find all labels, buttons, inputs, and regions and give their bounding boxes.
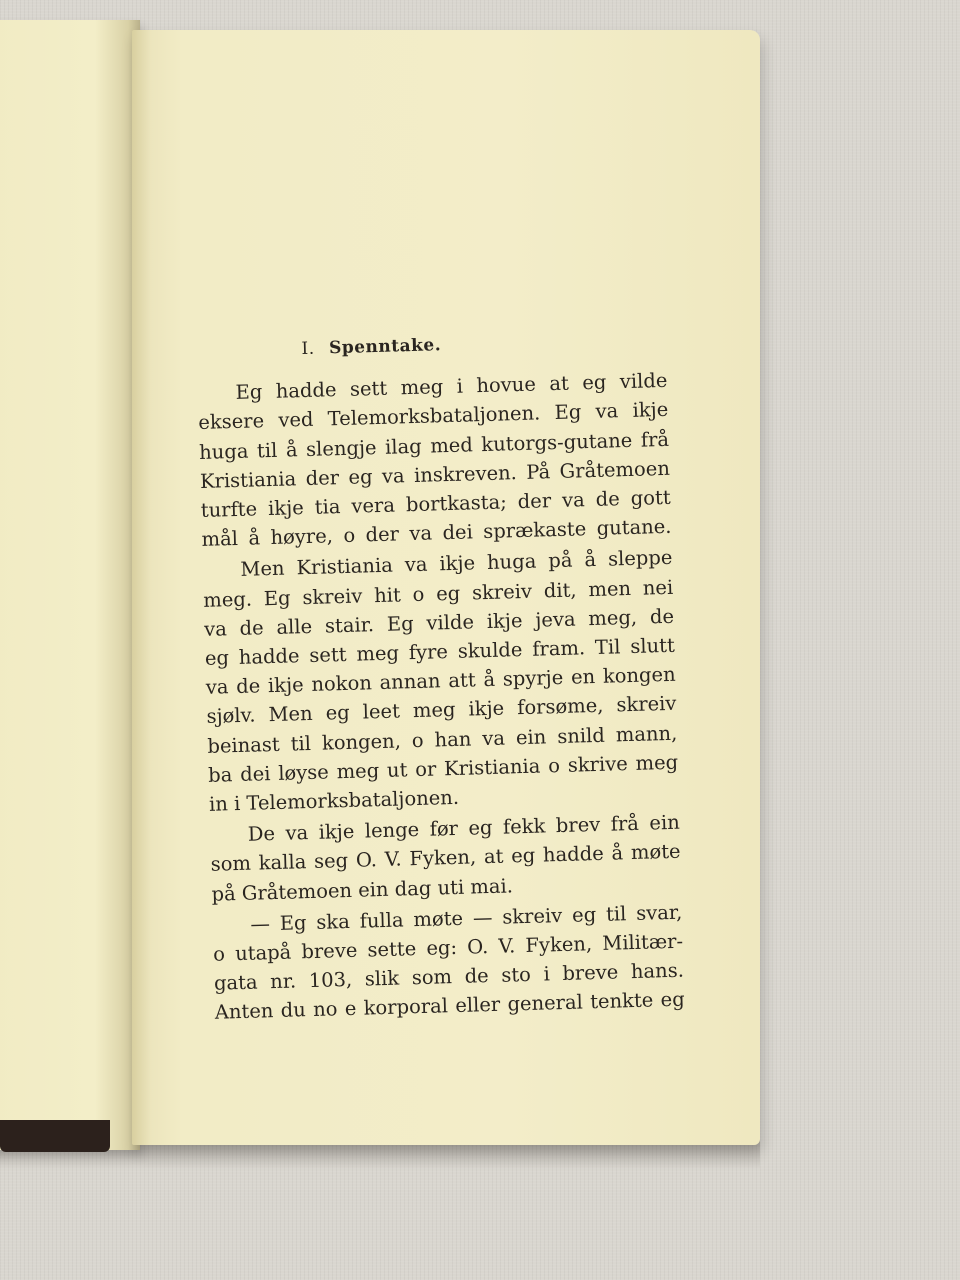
chapter-number: I.	[301, 338, 315, 360]
text-line: beinast til kongen, o han va ein snild mann,	[207, 721, 678, 758]
text-line: De va ikje lenge før eg fekk brev frå ein	[247, 810, 681, 846]
text-line: turfte ikje tia vera bortkasta; der va de gott	[200, 485, 671, 522]
chapter-title: Spenntake.	[328, 335, 442, 359]
paragraph	[209, 808, 681, 909]
page-text	[196, 325, 685, 1028]
text-line: gata nr. 103, slik som de sto i breve hans.	[213, 958, 685, 996]
text-line: Men Kristiania va ikje huga på å sleppe	[240, 546, 673, 582]
text-line: va de alle stair. Eg vilde ikje jeva meg, de	[203, 604, 675, 641]
paragraph	[202, 543, 679, 819]
text-line: Anten du no e korporal eller general tenkte eg	[214, 988, 685, 1025]
text-line: huga til å slengje ilag med kutorgs-gutane frå	[198, 427, 670, 464]
text-line: som kalla seg O. V. Fyken, at eg hadde å møte	[210, 840, 681, 877]
text-line: mål å høyre, o der va dei sprækaste gutane.	[201, 515, 672, 552]
paragraph	[197, 366, 672, 554]
text-line: in i Telemorksbataljonen.	[208, 785, 460, 816]
text-line: på Gråtemoen ein dag uti mai.	[211, 874, 514, 906]
text-line: meg. Eg skreiv hit o eg skreiv dit, men nei	[202, 575, 674, 612]
book-spine	[0, 1120, 110, 1152]
text-line: — Eg ska fulla møte — skreiv eg til svar,	[250, 900, 683, 936]
text-line: o utapå breve sette eg: O. V. Fyken, Militær-	[212, 929, 684, 966]
text-line: Eg hadde sett meg i hovue at eg vilde	[235, 369, 668, 405]
text-line: sjølv. Men eg leet meg ikje forsøme, skreiv	[206, 692, 677, 729]
text-line: Kristiania der eg va inskreven. På Gråtemoen	[199, 456, 671, 493]
paragraph	[212, 898, 685, 1028]
text-line: eg hadde sett meg fyre skulde fram. Til slutt	[204, 633, 676, 670]
left-page	[0, 20, 140, 1150]
text-line: va de ikje nokon annan att å spyrje en kongen	[205, 662, 676, 700]
text-line: ba dei løyse meg ut or Kristiania o skrive meg	[207, 750, 679, 787]
text-line: eksere ved Telemorksbataljonen. Eg va ikje	[198, 398, 669, 435]
